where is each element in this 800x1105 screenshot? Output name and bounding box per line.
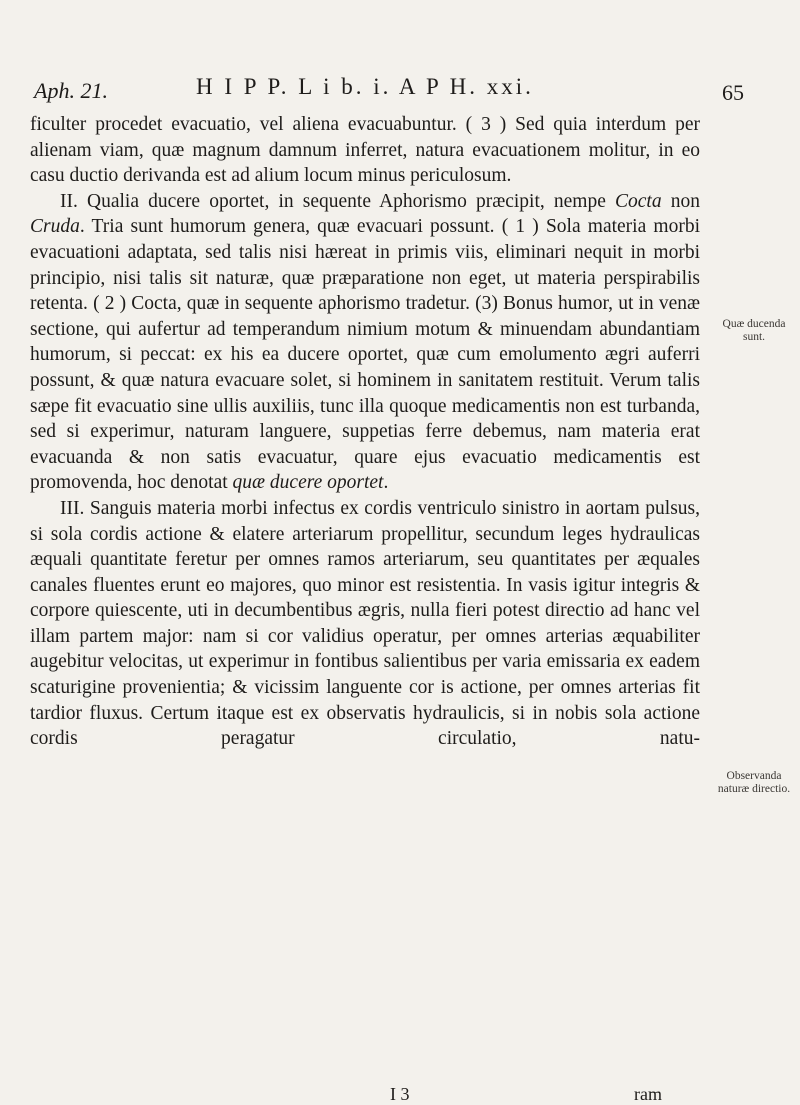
margin-note-1: Quæ ducenda sunt.	[722, 318, 786, 343]
page-number: 65	[722, 80, 744, 105]
paragraph-2: II. Qualia ducere oportet, in sequente Aphorismo præcipit, nempe Cocta non Cruda. Tria sunt humorum genera, quæ evacuari possunt. ( 1 ) Sola materia morbi evacuationi adaptata, sed talis nisi hæreat in primis viis, eliminari nequit in morbi principio, nisi talis sit naturæ, quæ præparatione non eget, ut materia perspirabilis retenta. ( 2 ) Cocta, quæ in sequente aphorismo tradetur. (3) Bonus humor, ut in venæ sectione, qui aufertur ad temperandum nimium motum & minuendam abundantiam humorum, si peccat: ex his ea ducere oportet, quæ cum emolumento ægri auferri possunt, & quæ natura evacuare solet, si hominem in sanitatem restituit. Verum talis sæpe fit evacuatio sine ullis auxiliis, tunc illa quoque medicamentis non est turbanda, sed si experimur, naturam languere, suppetias ferre debemus, nam materia erat evacuanda & non satis evacuatur, quare ejus evacuatio medicamentis est promovenda, hoc denotat quæ ducere oportet.	[30, 190, 701, 494]
header-title: H I P P. L i b. i. A P H. xxi.	[196, 74, 534, 99]
running-header	[34, 72, 744, 104]
italic-quae-ducere: quæ ducere oportet	[232, 472, 384, 494]
paragraph-3: III. Sanguis materia morbi infectus ex cordis ventriculo sinistro in aortam pulsus, si sola cordis actione & elatere arteriarum propellitur, secundum leges hydraulicas æquali quantitate feretur per omnes ramos arteriarum, seu quantitates per æquales canales fluentes erunt eo majores, quo minor est resistentia. In vasis igitur integris & corpore quiescente, uti in decumbentibus ægris, nulla fieri potest directio ad hanc vel illam partem major: nam si cor validius operatur, per omnes arterias æquabiliter augebitur velocitas, ut experimur in fontibus salientibus per varia emissaria ex eadem scaturigine provenientia; & vicissim languente cor is actione, per omnes arterias fit tardior fluxus. Certum itaque est ex observatis hydraulicis, si in nobis sola actione cordis peragatur circulatio, natu-	[30, 497, 700, 750]
italic-cruda: Cruda	[30, 216, 80, 238]
paragraph-1: ficulter procedet evacuatio, vel aliena evacuabuntur. ( 3 ) Sed quia interdum per alienam viam, quæ magnum damnum inferret, natura evacuationem molitur, in eo casu ductio derivanda est ad alium locum minus periculosum.	[30, 114, 700, 187]
catchword: ram	[634, 1084, 662, 1104]
signature-mark: I 3	[390, 1084, 410, 1104]
main-text	[30, 112, 700, 752]
margin-note-2: Observanda naturæ directio.	[717, 770, 791, 795]
italic-cocta: Cocta	[615, 190, 662, 212]
header-aphorism-ref: Aph. 21.	[34, 78, 108, 103]
